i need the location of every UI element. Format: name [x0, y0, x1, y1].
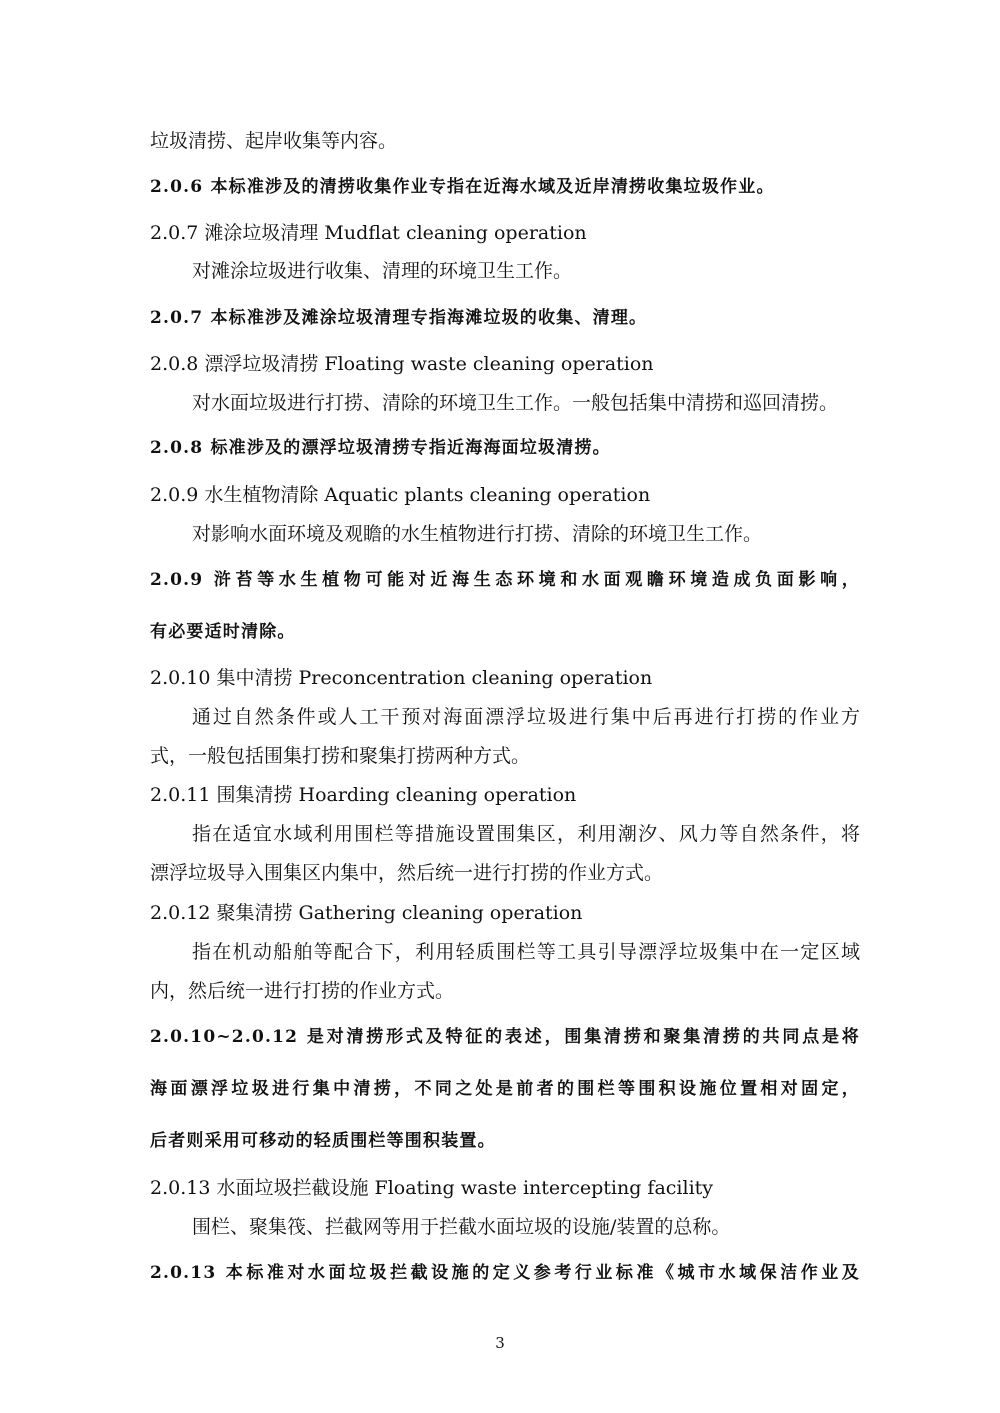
term-definition: 围栏、聚集筏、拦截网等用于拦截水面垃圾的设施/装置的总称。: [192, 1216, 731, 1238]
clause-explanation: 2.0.9 浒苔等水生植物可能对近海生态环境和水面观瞻环境造成负面影响，: [150, 570, 860, 590]
clause-explanation: 海面漂浮垃圾进行集中清捞，不同之处是前者的围栏等围积设施位置相对固定，: [150, 1079, 860, 1099]
term-definition: 通过自然条件或人工干预对海面漂浮垃圾进行集中后再进行打捞的作业方: [192, 706, 860, 728]
clause-explanation: 2.0.7 本标准涉及滩涂垃圾清理专指海滩垃圾的收集、清理。: [150, 308, 648, 328]
clause-explanation: 2.0.8 标准涉及的漂浮垃圾清捞专指近海海面垃圾清捞。: [150, 438, 611, 458]
clause-explanation: 后者则采用可移动的轻质围栏等围积装置。: [150, 1131, 496, 1151]
term-heading: 2.0.12 聚集清捞 Gathering cleaning operation: [150, 902, 583, 924]
term-definition: 对滩涂垃圾进行收集、清理的环境卫生工作。: [192, 260, 573, 282]
term-heading: 2.0.10 集中清捞 Preconcentration cleaning operation: [150, 667, 653, 689]
clause-explanation: 2.0.6 本标准涉及的清捞收集作业专指在近海水域及近岸清捞收集垃圾作业。: [150, 177, 775, 197]
term-heading: 2.0.7 滩涂垃圾清理 Mudflat cleaning operation: [150, 222, 587, 244]
term-heading: 2.0.13 水面垃圾拦截设施 Floating waste intercepting facility: [150, 1177, 714, 1199]
term-heading: 2.0.9 水生植物清除 Aquatic plants cleaning operation: [150, 484, 651, 506]
clause-explanation: 2.0.13 本标准对水面垃圾拦截设施的定义参考行业标准《城市水域保洁作业及: [150, 1263, 860, 1283]
term-heading: 2.0.11 围集清捞 Hoarding cleaning operation: [150, 784, 577, 806]
clause-explanation: 2.0.10~2.0.12 是对清捞形式及特征的表述，围集清捞和聚集清捞的共同点是将: [150, 1027, 860, 1047]
term-definition: 指在机动船舶等配合下，利用轻质围栏等工具引导漂浮垃圾集中在一定区域: [192, 941, 860, 963]
text-line: 垃圾清捞、起岸收集等内容。: [150, 130, 398, 152]
clause-explanation: 有必要适时清除。: [150, 622, 296, 642]
term-definition: 漂浮垃圾导入围集区内集中，然后统一进行打捞的作业方式。: [150, 862, 664, 884]
term-definition: 对水面垃圾进行打捞、清除的环境卫生工作。一般包括集中清捞和巡回清捞。: [192, 392, 839, 414]
term-definition: 内，然后统一进行打捞的作业方式。: [150, 980, 455, 1002]
term-heading: 2.0.8 漂浮垃圾清捞 Floating waste cleaning operation: [150, 353, 654, 375]
term-definition: 指在适宜水域利用围栏等措施设置围集区，利用潮汐、风力等自然条件，将: [192, 823, 860, 845]
page-number: 3: [495, 1334, 505, 1352]
term-definition: 式，一般包括围集打捞和聚集打捞两种方式。: [150, 745, 531, 767]
term-definition: 对影响水面环境及观瞻的水生植物进行打捞、清除的环境卫生工作。: [192, 523, 763, 545]
